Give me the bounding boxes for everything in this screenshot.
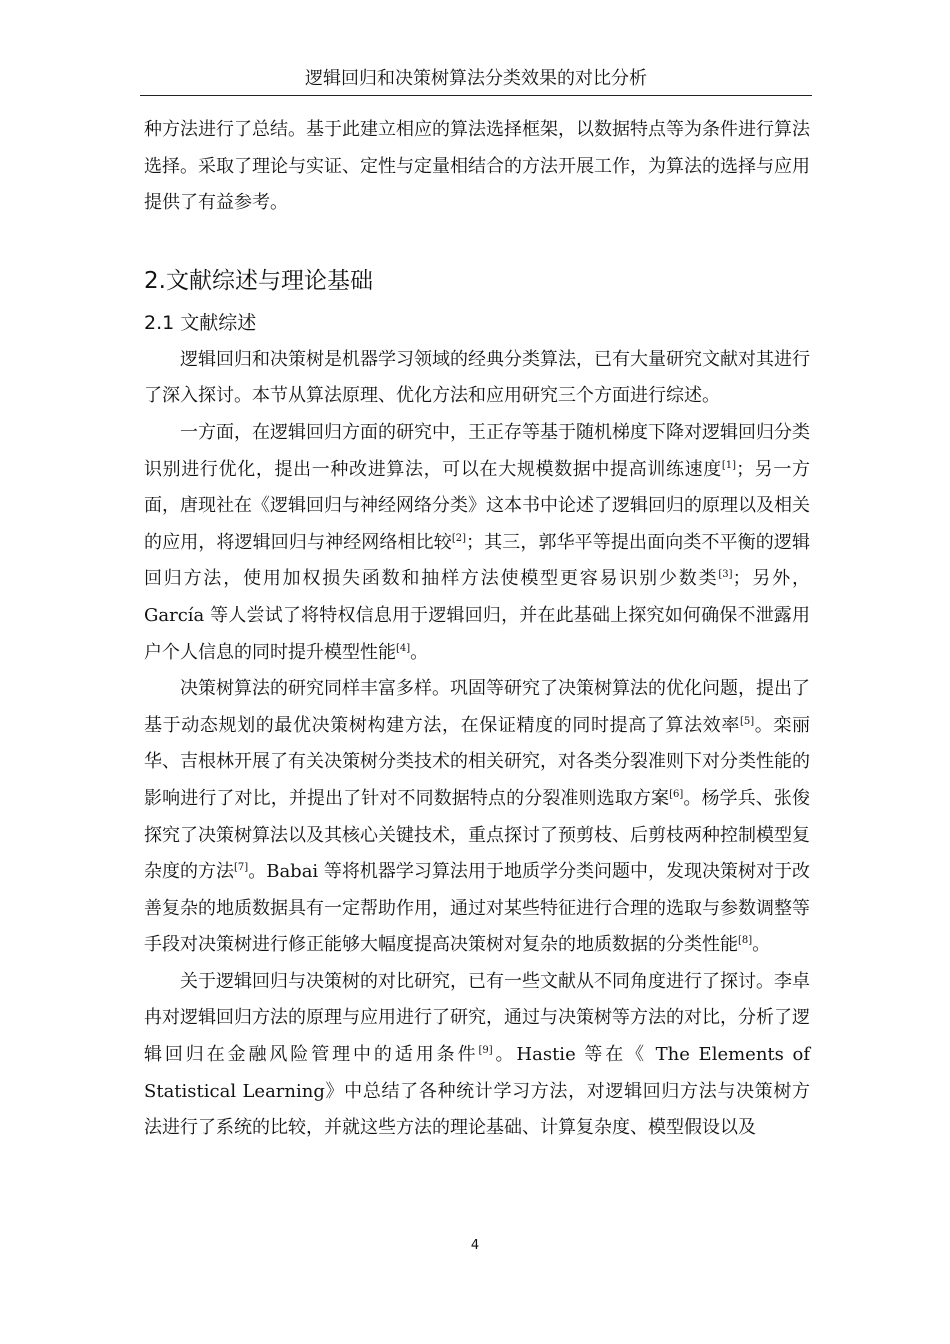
citation-ref: [9] (478, 1045, 493, 1057)
text-run: 。 (752, 934, 771, 956)
citation-ref: [7] (234, 862, 249, 874)
text-run: 决策树算法的研究同样丰富多样。巩固等研究了决策树算法的优化问题，提出了基于动态规划的最优决策树构建方法，在保证精度的同时提高了算法效率 (144, 678, 810, 736)
text-run: 一方面，在逻辑回归方面的研究中，王正存等基于随机梯度下降对逻辑回归分类识别进行优化，提出一种改进算法，可以在大规模数据中提高训练速度 (144, 421, 810, 480)
paragraph-logistic-regression (144, 415, 810, 671)
citation-ref: [2] (451, 532, 467, 544)
page-number: 4 (470, 1238, 480, 1253)
text-run: ；其三，郭华平等提出面向类不平衡的逻辑回归方法，使用加权损失函数和抽样方法使模型更容易识别少数类 (144, 531, 810, 590)
text-run: 。栾丽华、吉根林开展了有关决策树分类技术的相关研究，对各类分裂准则下对分类性能的影响进行了对比，并提出了针对不同数据特点的分裂准则选取方案 (144, 714, 811, 809)
citation-ref: [8] (738, 935, 753, 947)
text-run: 。Hastie 等在《 The Elements of Statistical Learning》中总结了各种统计学习方法，对逻辑回归方法与决策树方法进行了系统的比较，并就这些方法的理论基础、计算复杂度、模型假设以及 (144, 1044, 811, 1139)
subsection-heading: 2.1 文献综述 (144, 311, 257, 334)
citation-ref: [4] (396, 642, 411, 654)
citation-ref: [1] (721, 459, 737, 471)
citation-ref: [5] (739, 715, 755, 727)
section-heading: 2.文献综述与理论基础 (144, 267, 373, 294)
paragraph-comparison (144, 964, 810, 1147)
text-run: ；另一方面，唐现社在《逻辑回归与神经网络分类》这本书中论述了逻辑回归的原理以及相关的应用，将逻辑回归与神经网络相比较 (144, 458, 811, 553)
citation-ref: [3] (718, 569, 733, 581)
text-run: 关于逻辑回归与决策树的对比研究，已有一些文献从不同角度进行了探讨。李卓冉对逻辑回归方法的原理与应用进行了研究，通过与决策树等方法的对比，分析了逻辑回归在金融风险管理中的适用条件 (144, 970, 810, 1066)
paragraph-decision-tree (144, 671, 810, 964)
paragraph-continued: 种方法进行了总结。基于此建立相应的算法选择框架，以数据特点等为条件进行算法选择。采取了理论与实证、定性与定量相结合的方法开展工作，为算法的选择与应用提供了有益参考。 (144, 119, 810, 214)
paragraph-intro: 逻辑回归和决策树是机器学习领域的经典分类算法，已有大量研究文献对其进行了深入探讨。本节从算法原理、优化方法和应用研究三个方面进行综述。 (144, 348, 810, 407)
citation-ref: [6] (669, 788, 684, 800)
header-rule (140, 95, 812, 96)
page-body (144, 112, 810, 1147)
text-run: 。Babai 等将机器学习算法用于地质学分类问题中，发现决策树对于改善复杂的地质数据具有一定帮助作用，通过对某些特征进行合理的选取与参数调整等手段对决策树进行修正能够大幅度提高决策树对复杂的地质数据的分类性能 (144, 861, 810, 956)
text-run: 。杨学兵、张俊探究了决策树算法以及其核心关键技术，重点探讨了预剪枝、后剪枝两种控制模型复杂度的方法 (144, 787, 811, 883)
running-header: 逻辑回归和决策树算法分类效果的对比分析 (305, 68, 647, 89)
text-run: 。 (410, 641, 429, 663)
text-run: ；另外，García 等人尝试了将特权信息用于逻辑回归，并在此基础上探究如何确保不泄露用户个人信息的同时提升模型性能 (144, 568, 810, 663)
